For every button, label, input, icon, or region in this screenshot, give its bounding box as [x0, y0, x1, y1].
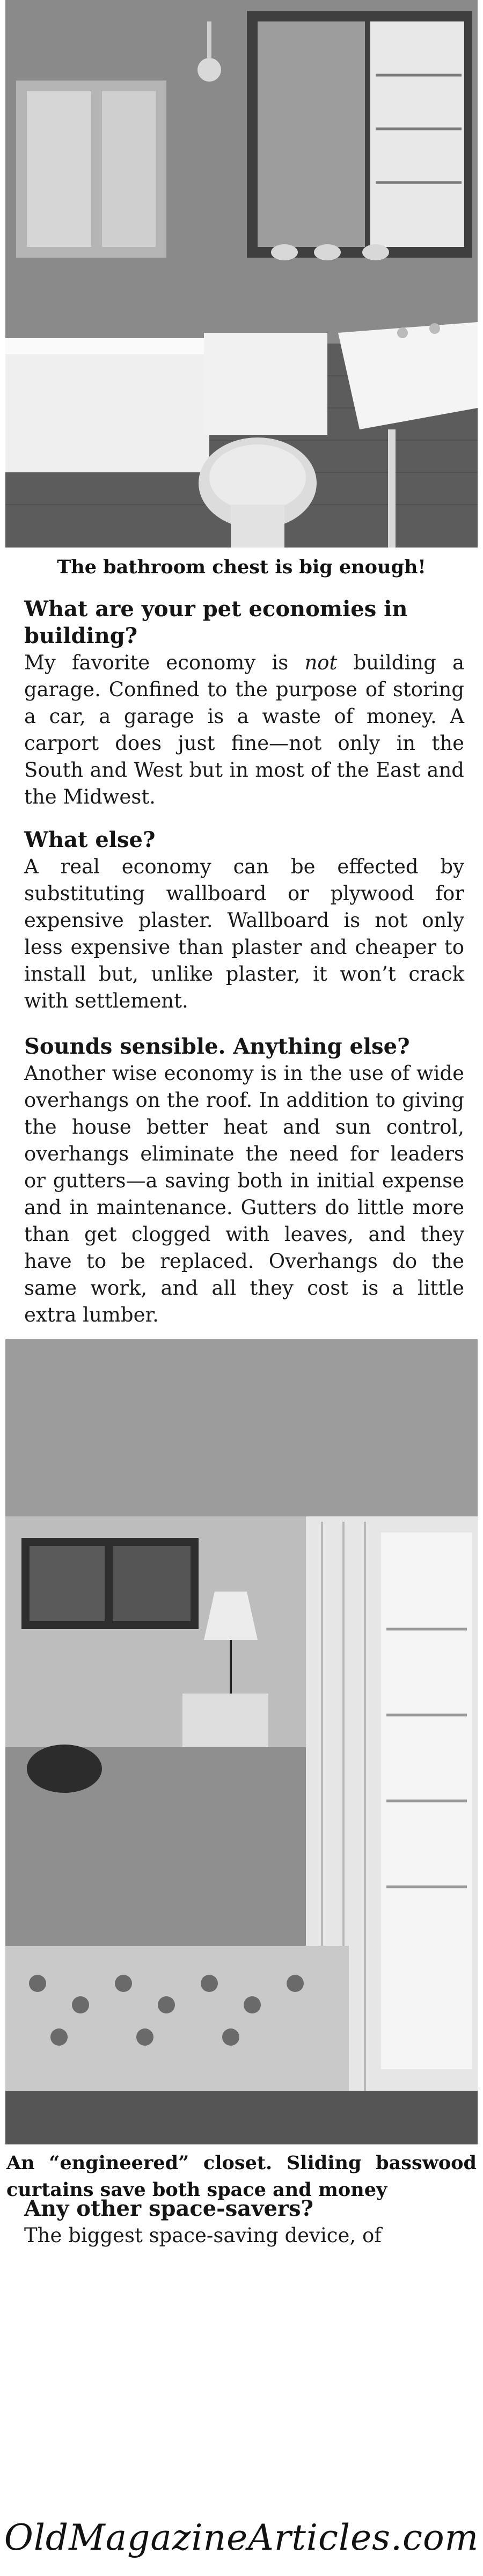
- bathroom-caption: The bathroom chest is big enough!: [57, 556, 426, 578]
- bedroom-caption: An “engineered” closet. Sliding basswood curtains save both space and money: [6, 2152, 477, 2201]
- question-2: What else?: [24, 827, 156, 852]
- answer-2: A real economy can be effected by substituting wallboard or plywood for expensive plaster. Wallboard is not only less expensive than plaster and cheaper to install but, unlike plaster, it won’t crack with settlement.: [24, 855, 464, 1012]
- qa-section-2: [24, 827, 464, 1015]
- bathroom-illustration: [5, 0, 478, 548]
- site-watermark: [0, 2496, 483, 2576]
- watermark-logo: [0, 2496, 483, 2576]
- answer-1-pre: My favorite economy is: [24, 651, 305, 674]
- answer-6: The biggest space-saving device, of: [24, 2224, 382, 2247]
- answer-3: Another wise economy is in the use of wide overhangs on the roof. In addition to giving the house better heat and sun control, overhangs eliminate the need for leaders or gutters—a saving both in initial expense and in maintenance. Gutters do little more than get clogged with leaves, and they have to be replaced. Overhangs do the same work, and all they cost is a little extra lumber.: [24, 1062, 464, 1326]
- question-1: What are your pet economies in building?: [24, 596, 408, 648]
- answer-1-post: building a garage. Confined to the purpose of storing a car, a garage is a waste of money. A carport does just fine—not only in the South and West but in most of the East and the Midwest.: [24, 651, 464, 808]
- bedroom-photo: [5, 1339, 478, 2144]
- watermark-text: OldMagazineArticles.com: [4, 2517, 479, 2558]
- qa-section-1: [24, 596, 464, 811]
- question-3: Sounds sensible. Anything else?: [24, 1034, 410, 1059]
- bedroom-illustration: [5, 1339, 478, 2144]
- question-6: Any other space-savers?: [24, 2196, 313, 2221]
- bathroom-photo: [5, 0, 478, 548]
- qa-section-3: [24, 1033, 464, 1329]
- answer-1: [24, 650, 464, 811]
- answer-1-emphasis: not: [304, 651, 338, 674]
- qa-section-6: [24, 2195, 464, 2249]
